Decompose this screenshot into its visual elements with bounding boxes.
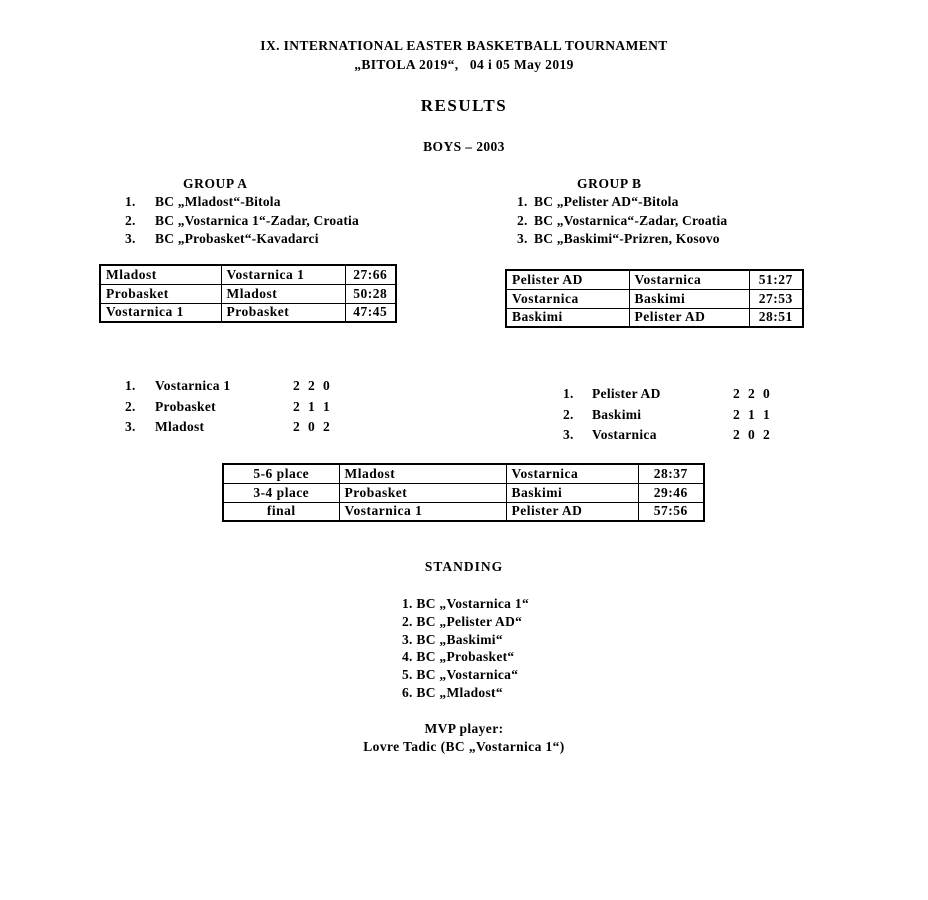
group-b-standings [563,386,770,448]
group-a-results-table [99,264,397,323]
rank: 2. [563,406,574,422]
score-cell: 51:27 [749,270,803,289]
away-team-cell: Baskimi [629,289,749,308]
team-name: BC „Baskimi“-Prizren, Kosovo [534,231,720,246]
standing-heading: STANDING [424,559,504,574]
mvp-heading: MVP player: [424,721,504,736]
standing-row [563,427,770,448]
win-loss-record: 2 0 2 [293,419,331,434]
standing-entry: 1. BC „Vostarnica 1“ [402,596,530,611]
tournament-title: IX. INTERNATIONAL EASTER BASKETBALL TOURNAMENT [260,38,668,53]
home-team-cell: Pelister AD [506,270,629,289]
team-name: Mladost [155,419,205,434]
win-loss-record: 2 1 1 [733,406,771,422]
score-cell: 50:28 [345,284,396,303]
win-loss-record: 2 0 2 [733,427,771,442]
standing-row [125,419,330,440]
team-list-item [125,213,359,232]
team-number: 1. [125,194,136,209]
team-name: Probasket [155,398,216,414]
mvp-player: Lovre Tadic (BC „Vostarnica 1“) [363,739,565,754]
team-number: 3. [517,231,528,246]
standing-row [563,407,770,428]
results-heading: RESULTS [420,96,508,115]
rank: 1. [563,386,574,401]
stage-cell: 3-4 place [223,483,339,502]
standing-entry: 2. BC „Pelister AD“ [402,613,523,629]
team-list-item [125,194,359,213]
team-number: 2. [125,212,136,228]
win-loss-record: 2 2 0 [733,386,771,401]
playoff-row [223,502,704,521]
home-team-cell: Vostarnica 1 [339,502,506,521]
match-row [100,303,396,322]
match-row [506,308,803,327]
win-loss-record: 2 1 1 [293,398,331,414]
team-name: BC „Probasket“-Kavadarci [155,231,319,246]
team-list-item [125,231,359,250]
away-team-cell: Baskimi [506,483,638,502]
away-team-cell: Probasket [221,303,345,322]
home-team-cell: Vostarnica 1 [100,303,221,322]
away-team-cell: Vostarnica 1 [221,265,345,284]
final-standing-list [402,596,529,703]
group-a-heading: GROUP A [183,176,248,191]
win-loss-record: 2 2 0 [293,378,331,393]
away-team-cell: Vostarnica [629,270,749,289]
score-cell: 27:66 [345,265,396,284]
team-number: 3. [125,231,136,246]
score-cell: 29:46 [638,483,704,502]
team-name: BC „Mladost“-Bitola [155,194,281,209]
home-team-cell: Mladost [339,464,506,483]
home-team-cell: Mladost [100,265,221,284]
team-name: BC „Pelister AD“-Bitola [534,194,679,209]
home-team-cell: Vostarnica [506,289,629,308]
category-heading: BOYS – 2003 [423,139,505,154]
score-cell: 57:56 [638,502,704,521]
away-team-cell: Mladost [221,284,345,303]
stage-cell: final [223,502,339,521]
group-a-team-list [125,194,359,250]
group-b-heading: GROUP B [577,176,642,191]
score-cell: 28:51 [749,308,803,327]
rank: 3. [125,419,136,434]
team-name: Vostarnica [592,427,657,442]
team-name: Pelister AD [592,386,661,401]
playoff-row [223,464,704,483]
team-list-item [517,231,727,250]
standing-row [563,386,770,407]
rank: 2. [125,398,136,414]
team-name: BC „Vostarnica“-Zadar, Croatia [534,212,728,228]
match-row [100,265,396,284]
standing-entry: 4. BC „Probasket“ [402,649,515,665]
group-a-standings [125,378,330,440]
team-number: 1. [517,194,528,209]
group-b-team-list [517,194,727,250]
standing-row [125,399,330,420]
rank: 3. [563,427,574,442]
standing-entry: 6. BC „Mladost“ [402,684,503,700]
score-cell: 47:45 [345,303,396,322]
standing-entry: 5. BC „Vostarnica“ [402,667,519,683]
rank: 1. [125,378,136,393]
home-team-cell: Baskimi [506,308,629,327]
match-row [506,270,803,289]
away-team-cell: Pelister AD [506,502,638,521]
match-row [100,284,396,303]
home-team-cell: Probasket [339,483,506,502]
standing-row [125,378,330,399]
team-list-item [517,213,727,232]
playoff-results-table [222,463,705,522]
team-name: Baskimi [592,406,642,422]
score-cell: 28:37 [638,464,704,483]
standing-entry: 3. BC „Baskimi“ [402,631,503,647]
home-team-cell: Probasket [100,284,221,303]
team-number: 2. [517,212,528,228]
tournament-subtitle: „BITOLA 2019“, 04 i 05 May 2019 [354,57,574,72]
match-row [506,289,803,308]
stage-cell: 5-6 place [223,464,339,483]
group-b-results-table [505,269,804,328]
team-name: BC „Vostarnica 1“-Zadar, Croatia [155,212,359,228]
team-name: Vostarnica 1 [155,378,231,393]
playoff-row [223,483,704,502]
away-team-cell: Pelister AD [629,308,749,327]
away-team-cell: Vostarnica [506,464,638,483]
team-list-item [517,194,727,213]
score-cell: 27:53 [749,289,803,308]
